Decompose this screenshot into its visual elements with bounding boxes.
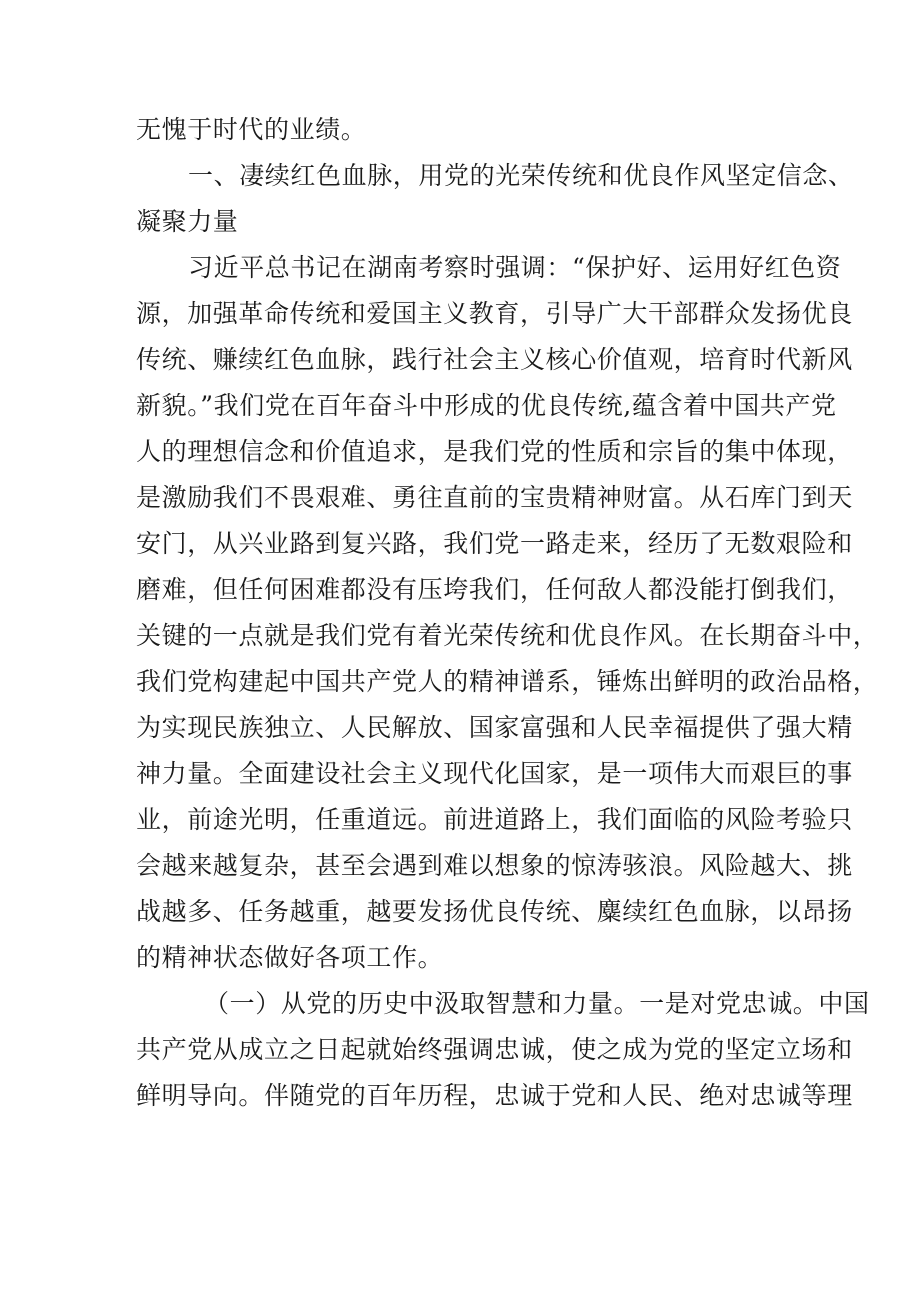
text-line: 鲜明导向。伴随党的百年历程，忠诚于党和人民、绝对忠诚等理 (136, 1081, 853, 1110)
text-line: 共产党从成立之日起就始终强调忠诚，使之成为党的坚定立场和 (136, 1035, 853, 1064)
text-line: 传统、赚续红色血脉，践行社会主义核心价值观，培育时代新风 (136, 345, 853, 374)
text-line: 磨难，但任何困难都没有压垮我们，任何敌人都没能打倒我们， (136, 575, 853, 604)
text-line: 业，前途光明，任重道远。前进道路上，我们面临的风险考验只 (136, 805, 853, 834)
text-line: 战越多、任务越重，越要发扬优良传统、麋续红色血脉，以昂扬 (136, 897, 853, 926)
text-line: 我们党构建起中国共产党人的精神谱系，锤炼出鲜明的政治品格， (136, 667, 879, 696)
text-line: 神力量。全面建设社会主义现代化国家，是一项伟大而艰巨的事 (136, 759, 853, 788)
text-line: 安门，从兴业路到复兴路，我们党一路走来，经历了无数艰险和 (136, 529, 853, 558)
text-line: 关键的一点就是我们党有着光荣传统和优良作风。在长期奋斗中， (136, 621, 879, 650)
text-line: 是激励我们不畏艰难、勇往直前的宝贵精神财富。从石库门到天 (136, 483, 853, 512)
text-line: 源，加强革命传统和爱国主义教育，引导广大干部群众发扬优良 (136, 299, 853, 328)
text-line: 会越来越复杂，甚至会遇到难以想象的惊涛骇浪。风险越大、挑 (136, 851, 853, 880)
text-line: 无愧于时代的业绩。 (136, 115, 367, 144)
text-line: 习近平总书记在湖南考察时强调：“保护好、运用好红色资 (188, 253, 842, 282)
document-body (136, 107, 879, 1119)
text-line: 人的理想信念和价值追求，是我们党的性质和宗旨的集中体现， (136, 437, 853, 466)
section-heading: 一、凄续红色血脉，用党的光荣传统和优良作风坚定信念、 (188, 161, 854, 190)
subsection-heading: （一）从党的历史中汲取智慧和力量。一是对党忠诚。中国 (204, 989, 870, 1018)
text-line: 新貌。”我们党在百年奋斗中形成的优良传统,蕴含着中国共产党 (136, 391, 837, 420)
text-line: 的精神状态做好各项工作。 (136, 943, 444, 972)
section-heading: 凝聚力量 (136, 207, 239, 236)
text-line: 为实现民族独立、人民解放、国家富强和人民幸福提供了强大精 (136, 713, 853, 742)
